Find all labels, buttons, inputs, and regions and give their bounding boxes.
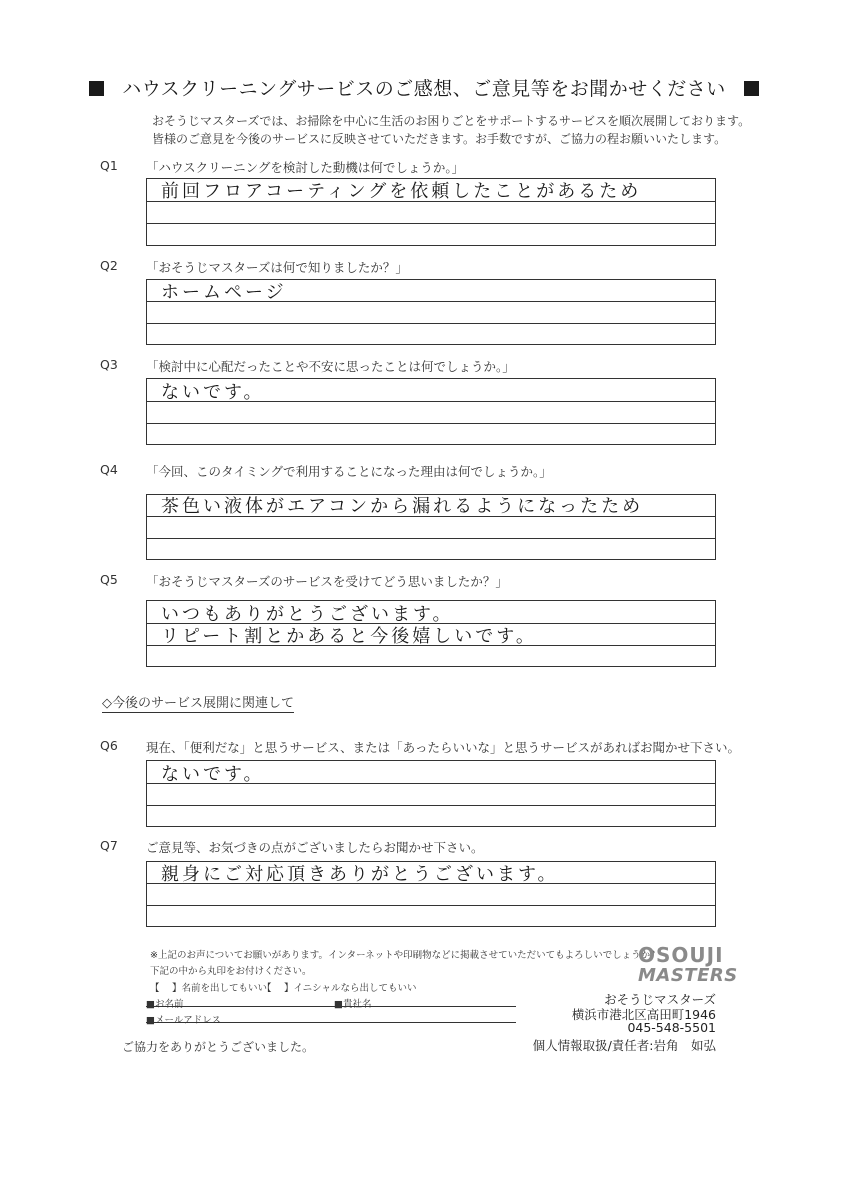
answer-box-q4[interactable] [146,494,716,560]
logo-line-2: MASTERS [638,965,738,986]
answer-box-q2[interactable] [146,279,716,345]
question-text-q7: ご意見等、お気づきの点がございましたらお聞かせ下さい。 [146,840,484,855]
question-text-q2: 「おそうじマスターズは何で知りましたか？」 [146,260,408,275]
answer-text-q4: 茶色い液体がエアコンから漏れるようになったため [161,496,644,517]
intro-line-1: おそうじマスターズでは、お掃除を中心に生活のお困りごとをサポートするサービスを順次展開しております。 [152,114,751,128]
answer-text-q1: 前回フロアコーティングを依頼したことがあるため [161,181,642,202]
option-initial-ok[interactable]: 【 】イニシャルなら出してもいい [262,983,417,994]
question-number-q2: Q2 [100,258,118,273]
intro-line-2: 皆様のご意見を今後のサービスに反映させていただきます。お手数ですが、ご協力の程お願いいたします。 [152,132,727,146]
company-name: おそうじマスターズ [604,992,716,1007]
email-field-line[interactable] [146,1022,516,1023]
question-text-q5: 「おそうじマスターズのサービスを受けてどう思いましたか？」 [146,574,508,589]
answer-box-q1[interactable] [146,178,716,246]
question-number-q6: Q6 [100,738,118,753]
answer-text-q5-line1: いつもありがとうございます。 [161,604,454,625]
name-company-field-line[interactable] [146,1006,516,1007]
answer-text-q6: ないです。 [161,764,265,785]
question-number-q5: Q5 [100,572,118,587]
answer-box-q3[interactable] [146,378,716,445]
square-bullet-icon [744,81,759,96]
page-title-text: ハウスクリーニングサービスのご感想、ご意見等をお聞かせください [122,78,726,100]
answer-text-q2: ホームページ [161,282,287,303]
question-text-q4: 「今回、このタイミングで利用することになった理由は何でしょうか。」 [146,464,552,479]
question-text-q1: 「ハウスクリーニングを検討した動機は何でしょうか。」 [146,160,465,175]
question-number-q3: Q3 [100,357,118,372]
logo-line-1: OSOUJI [638,943,724,967]
privacy-officer: 個人情報取扱/責任者:岩角 如弘 [532,1038,716,1053]
publish-instruction: 下記の中から丸印をお付けください。 [150,966,312,977]
question-text-q3: 「検討中に心配だったことや不安に思ったことは何でしょうか。」 [146,359,515,374]
osouji-masters-logo [638,943,738,986]
square-bullet-icon [89,81,104,96]
answer-text-q3: ないです。 [161,382,265,403]
answer-text-q7: 親身にご対応頂きありがとうございます。 [161,864,559,885]
publish-note: ※上記のお声についてお願いがあります。インターネットや印刷物などに掲載させていただいてもよろしいでしょうか？ [150,950,660,961]
email-label: ■メールアドレス [146,1015,222,1026]
answer-box-q7[interactable] [146,861,716,927]
answer-box-q5[interactable] [146,600,716,667]
question-number-q4: Q4 [100,462,118,477]
company-label: ■貴社名 [334,999,372,1010]
company-address: 横浜市港北区高田町1946 [571,1007,716,1022]
page-title [0,74,848,101]
answer-box-q6[interactable] [146,760,716,827]
company-phone: 045-548-5501 [627,1020,716,1035]
section-heading: ◇今後のサービス展開に関連して [102,692,294,713]
question-number-q7: Q7 [100,838,118,853]
question-text-q6: 現在、「便利だな」と思うサービス、または「あったらいいな」と思うサービスがあればお聞かせ下さい。 [146,740,741,755]
question-number-q1: Q1 [100,158,118,173]
answer-text-q5-line2: リピート割とかあると今後嬉しいです。 [161,626,537,647]
option-name-ok[interactable]: 【 】名前を出してもいい [150,983,268,994]
name-label: ■お名前 [146,999,184,1010]
thanks-message: ご協力をありがとうございました。 [122,1040,315,1054]
